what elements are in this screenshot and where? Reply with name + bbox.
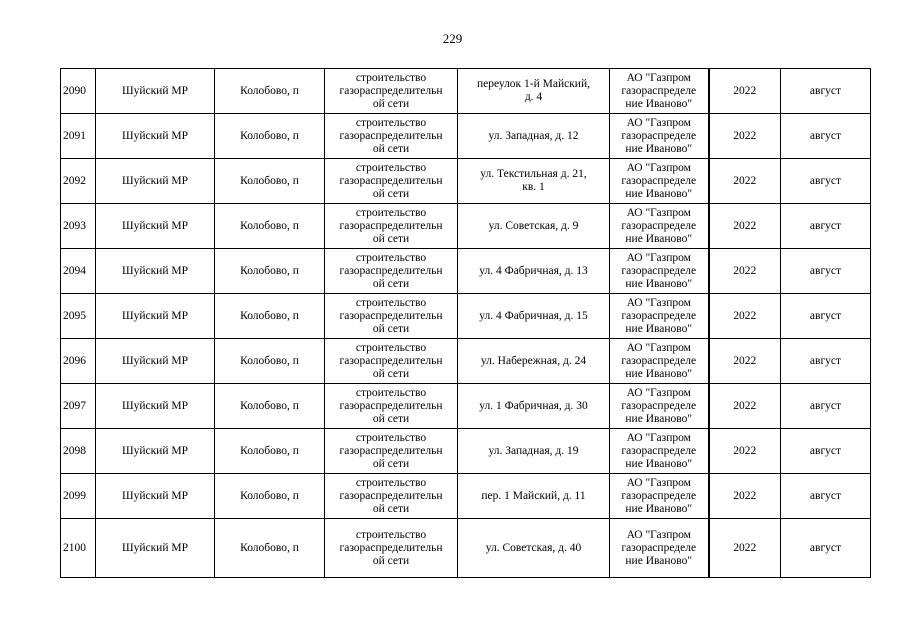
address-cell: ул. Набережная, д. 24 xyxy=(458,339,610,384)
organization-cell: АО "Газпром газораспределе ние Иваново" xyxy=(610,339,709,384)
district-cell: Шуйский МР xyxy=(96,339,215,384)
row-number-cell: 2093 xyxy=(61,204,96,249)
month-cell: август xyxy=(781,519,871,578)
district-cell: Шуйский МР xyxy=(96,69,215,114)
settlement-cell: Колобово, п xyxy=(215,339,325,384)
work-type-cell: строительство газораспределительн ой сети xyxy=(325,69,458,114)
work-type-cell: строительство газораспределительн ой сети xyxy=(325,339,458,384)
register-table-body xyxy=(61,69,871,578)
address-cell: пер. 1 Майский, д. 11 xyxy=(458,474,610,519)
district-cell: Шуйский МР xyxy=(96,294,215,339)
settlement-cell: Колобово, п xyxy=(215,159,325,204)
organization-cell: АО "Газпром газораспределе ние Иваново" xyxy=(610,69,709,114)
district-cell: Шуйский МР xyxy=(96,384,215,429)
organization-cell: АО "Газпром газораспределе ние Иваново" xyxy=(610,114,709,159)
row-number-cell: 2090 xyxy=(61,69,96,114)
address-cell: ул. Советская, д. 9 xyxy=(458,204,610,249)
work-type-cell: строительство газораспределительн ой сети xyxy=(325,519,458,578)
organization-cell: АО "Газпром газораспределе ние Иваново" xyxy=(610,249,709,294)
settlement-cell: Колобово, п xyxy=(215,519,325,578)
year-cell: 2022 xyxy=(709,429,781,474)
district-cell: Шуйский МР xyxy=(96,159,215,204)
month-cell: август xyxy=(781,204,871,249)
year-cell: 2022 xyxy=(709,114,781,159)
year-cell: 2022 xyxy=(709,159,781,204)
year-cell: 2022 xyxy=(709,519,781,578)
page-number: 229 xyxy=(442,31,463,46)
address-cell: ул. 1 Фабричная, д. 30 xyxy=(458,384,610,429)
row-number-cell: 2092 xyxy=(61,159,96,204)
table-row xyxy=(61,384,871,429)
district-cell: Шуйский МР xyxy=(96,519,215,578)
year-cell: 2022 xyxy=(709,69,781,114)
district-cell: Шуйский МР xyxy=(96,204,215,249)
row-number-cell: 2098 xyxy=(61,429,96,474)
table-row xyxy=(61,114,871,159)
row-number-cell: 2096 xyxy=(61,339,96,384)
table-row xyxy=(61,294,871,339)
table-row xyxy=(61,519,871,578)
work-type-cell: строительство газораспределительн ой сети xyxy=(325,294,458,339)
address-cell: ул. 4 Фабричная, д. 15 xyxy=(458,294,610,339)
organization-cell: АО "Газпром газораспределе ние Иваново" xyxy=(610,294,709,339)
work-type-cell: строительство газораспределительн ой сети xyxy=(325,384,458,429)
work-type-cell: строительство газораспределительн ой сети xyxy=(325,204,458,249)
work-type-cell: строительство газораспределительн ой сети xyxy=(325,429,458,474)
month-cell: август xyxy=(781,69,871,114)
settlement-cell: Колобово, п xyxy=(215,429,325,474)
district-cell: Шуйский МР xyxy=(96,249,215,294)
row-number-cell: 2094 xyxy=(61,249,96,294)
register-table xyxy=(60,68,871,578)
row-number-cell: 2091 xyxy=(61,114,96,159)
address-cell: ул. Текстильная д. 21, кв. 1 xyxy=(458,159,610,204)
year-cell: 2022 xyxy=(709,249,781,294)
work-type-cell: строительство газораспределительн ой сети xyxy=(325,159,458,204)
year-cell: 2022 xyxy=(709,474,781,519)
month-cell: август xyxy=(781,249,871,294)
table-row xyxy=(61,159,871,204)
row-number-cell: 2099 xyxy=(61,474,96,519)
settlement-cell: Колобово, п xyxy=(215,294,325,339)
row-number-cell: 2100 xyxy=(61,519,96,578)
month-cell: август xyxy=(781,474,871,519)
month-cell: август xyxy=(781,339,871,384)
table-row xyxy=(61,249,871,294)
address-cell: ул. Западная, д. 12 xyxy=(458,114,610,159)
settlement-cell: Колобово, п xyxy=(215,474,325,519)
month-cell: август xyxy=(781,114,871,159)
work-type-cell: строительство газораспределительн ой сети xyxy=(325,474,458,519)
work-type-cell: строительство газораспределительн ой сети xyxy=(325,114,458,159)
address-cell: переулок 1-й Майский, д. 4 xyxy=(458,69,610,114)
year-cell: 2022 xyxy=(709,204,781,249)
district-cell: Шуйский МР xyxy=(96,474,215,519)
table-row xyxy=(61,474,871,519)
table-row xyxy=(61,339,871,384)
row-number-cell: 2097 xyxy=(61,384,96,429)
work-type-cell: строительство газораспределительн ой сети xyxy=(325,249,458,294)
month-cell: август xyxy=(781,159,871,204)
organization-cell: АО "Газпром газораспределе ние Иваново" xyxy=(610,519,709,578)
month-cell: август xyxy=(781,384,871,429)
organization-cell: АО "Газпром газораспределе ние Иваново" xyxy=(610,429,709,474)
settlement-cell: Колобово, п xyxy=(215,249,325,294)
month-cell: август xyxy=(781,294,871,339)
year-cell: 2022 xyxy=(709,384,781,429)
row-number-cell: 2095 xyxy=(61,294,96,339)
address-cell: ул. 4 Фабричная, д. 13 xyxy=(458,249,610,294)
organization-cell: АО "Газпром газораспределе ние Иваново" xyxy=(610,204,709,249)
settlement-cell: Колобово, п xyxy=(215,384,325,429)
year-cell: 2022 xyxy=(709,294,781,339)
organization-cell: АО "Газпром газораспределе ние Иваново" xyxy=(610,474,709,519)
district-cell: Шуйский МР xyxy=(96,429,215,474)
address-cell: ул. Западная, д. 19 xyxy=(458,429,610,474)
settlement-cell: Колобово, п xyxy=(215,69,325,114)
year-cell: 2022 xyxy=(709,339,781,384)
table-row xyxy=(61,429,871,474)
month-cell: август xyxy=(781,429,871,474)
organization-cell: АО "Газпром газораспределе ние Иваново" xyxy=(610,384,709,429)
table-row xyxy=(61,204,871,249)
address-cell: ул. Советская, д. 40 xyxy=(458,519,610,578)
district-cell: Шуйский МР xyxy=(96,114,215,159)
organization-cell: АО "Газпром газораспределе ние Иваново" xyxy=(610,159,709,204)
table-row xyxy=(61,69,871,114)
settlement-cell: Колобово, п xyxy=(215,114,325,159)
settlement-cell: Колобово, п xyxy=(215,204,325,249)
